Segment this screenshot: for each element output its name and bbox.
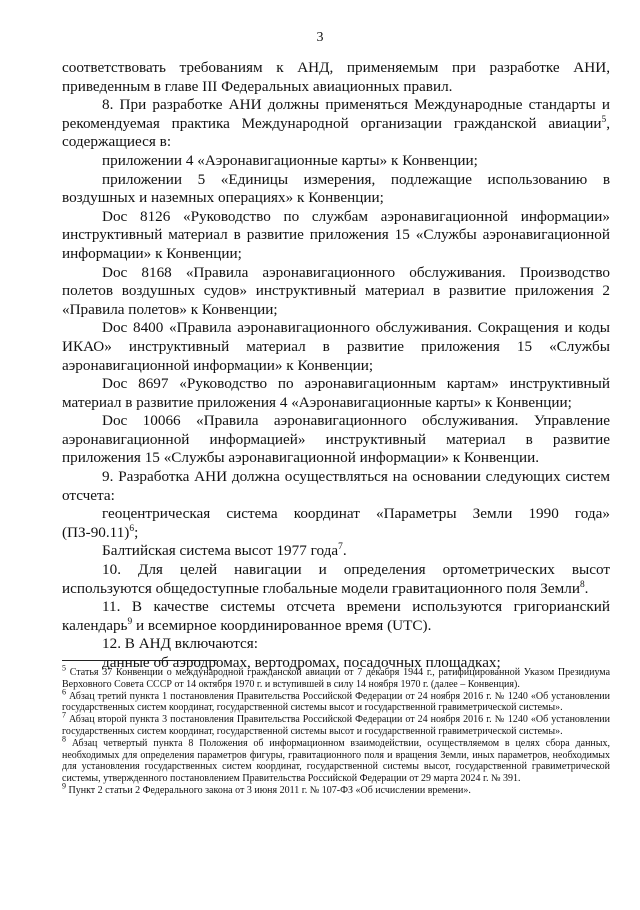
footnote: $^8$ Абзац четвертый пункта 8 Положения об информационном взаимодействии, осуществляемом в целях сбора данных, необходимых для определения параметров фигуры, гравитационного поля и вращения Земли, иных параметров, необходимых для установления государственных систем координат, государственной системы высот, государственной гравиметрической системы, утвержденного постановлением Правительства Российской Федерации от 29 марта 2024 г. № 391. — [62, 734, 610, 785]
paragraph: геоцентрическая система координат «Параметры Земли 1990 года» $(ПЗ-90.11)^6$; — [62, 505, 610, 541]
page-number: 3 — [316, 30, 324, 45]
footnote-mark: 5 — [62, 663, 66, 673]
footnote-ref: 6 — [129, 523, 135, 534]
paragraph: соответствовать требованиям к АНД, применяемым при разработке АНИ, приведенным в главе III Федеральных авиационных правил. — [62, 59, 610, 95]
paragraph: Балтийская система высот 1977 года$^7$. — [102, 542, 347, 560]
footnote-mark: 8 — [62, 734, 66, 744]
paragraph: приложении 5 «Единицы измерения, подлежащие использованию в воздушных и наземных операциях» к Конвенции; — [62, 170, 610, 207]
footnote: $^5$ Статья 37 Конвенции о международной гражданской авиации от 7 декабря 1944 г., ратифицированной Указом Президиума Верховного Совета СССР от 14 октября 1970 г. и вступившей в силу 14 ноября 1970 г. (далее – Конвенция). — [62, 663, 611, 690]
document-body — [62, 59, 610, 673]
footnote-mark: 6 — [62, 687, 66, 697]
paragraph: Doc 8697 «Руководство по аэронавигационным картам» инструктивный материал в развитие приложения 4 «Аэронавигационные карты» к Конвенции; — [62, 375, 610, 411]
footnote: $^7$ Абзац второй пункта 3 постановления Правительства Российской Федерации от 24 ноября 2016 г. № 1240 «Об установлении государственных систем координат, государственной системы высот и государственной гравиметрической системы». — [62, 710, 611, 737]
paragraph: приложении 4 «Аэронавигационные карты» к Конвенции; — [102, 151, 478, 169]
footnote: $^9$ Пункт 2 статьи 2 Федерального закона от 3 июня 2011 г. № 107-ФЗ «Об исчислении времени». — [62, 781, 471, 796]
paragraph: 11. В качестве системы отсчета времени используются григорианский календарь$^9$ и всемирное координированное время (UTC). — [62, 598, 610, 634]
footnote: $^6$ Абзац третий пункта 1 постановления Правительства Российской Федерации от 24 ноября 2016 г. № 1240 «Об установлении государственных систем координат, государственной системы высот и государственной гравиметрической системы». — [62, 687, 611, 714]
footnote-ref: 9 — [127, 616, 133, 627]
paragraph: 9. Разработка АНИ должна осуществляться на основании следующих систем отсчета: — [62, 468, 610, 504]
paragraph: Doc 8168 «Правила аэронавигационного обслуживания. Производство полетов воздушных судов» инструктивный материал в развитие приложения 2 «Правила полетов» к Конвенции; — [62, 263, 610, 318]
footnote-ref: 8 — [579, 579, 585, 590]
paragraph: данные об аэродромах, вертодромах, посадочных площадках; — [102, 654, 501, 671]
paragraph: Doc 8126 «Руководство по службам аэронавигационной информации» инструктивный материал в развитие приложения 15 «Службы аэронавигационной информации» к Конвенции; — [62, 207, 610, 262]
footnotes — [62, 663, 611, 797]
footnote-divider — [62, 660, 217, 661]
footnote-mark: 9 — [62, 781, 66, 791]
footnote-ref: 7 — [338, 542, 343, 553]
paragraph: 12. В АНД включаются: — [102, 635, 258, 653]
paragraph: Doc 10066 «Правила аэронавигационного обслуживания. Управление аэронавигационной информацией» инструктивный материал в развитие приложения 15 «Службы аэронавигационной информации» к Конвенции. — [62, 412, 610, 467]
paragraph: 10. Для целей навигации и определения ортометрических высот используются общедоступные глобальные модели гравитационного поля Земли$^8$. — [62, 561, 610, 597]
paragraph: 8. При разработке АНИ должны применяться Международные стандарты и рекомендуемая практика Международной организации гражданской авиации$^5$, содержащиеся в: — [62, 96, 610, 151]
footnote-mark: 7 — [62, 710, 66, 720]
footnote-ref: 5 — [601, 114, 607, 125]
paragraph: Doc 8400 «Правила аэронавигационного обслуживания. Сокращения и коды ИКАО» инструктивный материал в развитие приложения 15 «Службы аэронавигационной информации» к Конвенции; — [62, 319, 610, 374]
